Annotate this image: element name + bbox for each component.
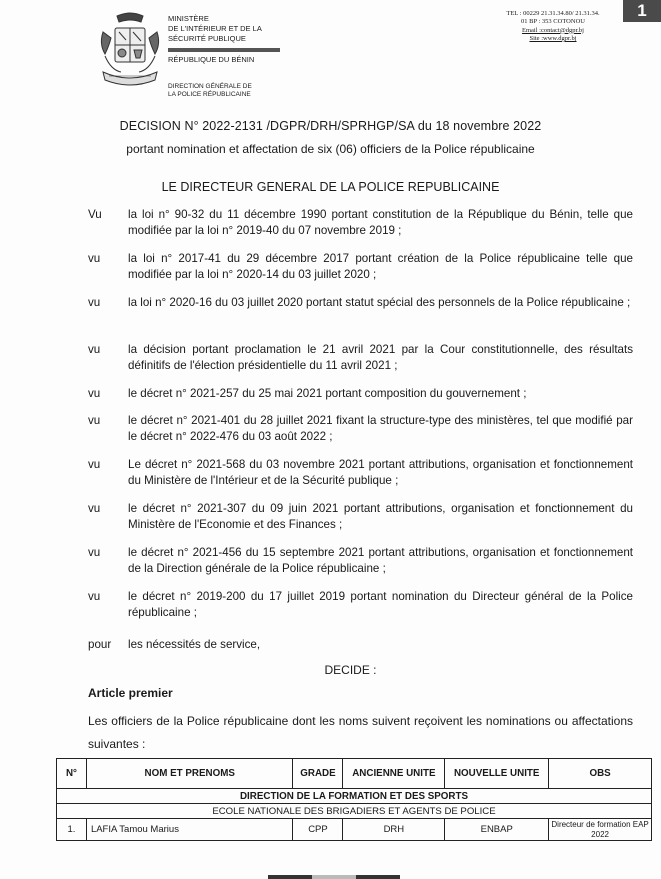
page-number-badge: 1 [623,0,661,22]
contact-site: Site :www.dgpr.bj [529,34,577,42]
consideration-text: Le décret n° 2021-568 du 03 novembre 2021 portant attributions, organisation et fonctionnement du Ministère de l'Intérieur et de la Sécurité publique ; [128,458,633,487]
consideration-keyword: vu [88,458,101,471]
column-header-obs: OBS [549,759,652,789]
consideration-keyword: vu [88,343,101,356]
column-header-old-unit: ANCIENNE UNITE [343,759,445,789]
cell-old-unit: DRH [343,819,445,841]
consideration-item [88,207,633,238]
column-header-name: NOM ET PRENOMS [86,759,293,789]
consideration-text: le décret n° 2021-257 du 25 mai 2021 portant composition du gouvernement ; [128,387,527,400]
consideration-text: la décision portant proclamation le 21 avril 2021 par la Cour constitutionnelle, des résultats définitifs de l'élection présidentielle du 11 avril 2021 ; [128,343,633,372]
consideration-text: le décret n° 2021-307 du 09 juin 2021 portant attributions, organisation et fonctionnement du Ministère de l'Economie et des Finances ; [128,502,633,531]
article-text: Les officiers de la Police républicaine dont les noms suivent reçoivent les nominations ou affectations suivantes : [88,714,633,751]
direction-line: DIRECTION GÉNÉRALE DE [168,83,252,90]
section-label: DIRECTION DE LA FORMATION ET DES SPORTS [57,789,652,804]
consideration-item [88,251,633,282]
consideration-text: le décret n° 2021-401 du 28 juillet 2021 fixant la structure-type des ministères, tel que modifié par le décret n° 2022-476 du 03 août 2022 ; [128,414,633,443]
consideration-text: la loi n° 2017-41 du 29 décembre 2017 portant création de la Police républicaine telle que modifiée par la loi n° 2020-14 du 03 juillet 2020 ; [128,252,633,281]
consideration-keyword: vu [88,590,101,603]
column-header-new-unit: NOUVELLE UNITE [445,759,549,789]
consideration-text: la loi n° 90-32 du 11 décembre 1990 portant constitution de la République du Bénin, telle que modifiée par la loi n° 2019-40 du 07 novembre 2019 ; [128,208,633,237]
consideration-keyword: vu [88,387,101,400]
consideration-item [88,342,633,373]
cell-number: 1. [57,819,87,841]
benin-coat-of-arms-emblem [97,10,163,88]
flag-divider [168,48,280,52]
republic-line: RÉPUBLIQUE DU BÉNIN [168,55,255,64]
consideration-keyword: Vu [88,208,102,221]
contact-po-box: 01 BP : 353 COTONOU [521,18,585,26]
consideration-text: les nécessités de service, [128,638,261,651]
table-header-row [57,759,652,789]
consideration-item [88,589,633,620]
authority-heading: LE DIRECTEUR GENERAL DE LA POLICE REPUBLICAINE [161,180,500,194]
subsection-label: ECOLE NATIONALE DES BRIGADIERS ET AGENTS DE POLICE [57,804,652,819]
ministry-line: SÉCURITÉ PUBLIQUE [168,34,246,43]
consideration-keyword: pour [88,638,112,651]
consideration-text: le décret n° 2021-456 du 15 septembre 2021 portant attributions, organisation et fonctionnement de la Direction générale de la Police républicaine ; [128,546,633,575]
table-section-row [57,789,652,804]
consideration-text: le décret n° 2019-200 du 17 juillet 2019 portant nomination du Directeur général de la Police républicaine ; [128,590,633,619]
cell-obs: Directeur de formation EAP 2022 [549,819,652,841]
consideration-keyword: vu [88,252,101,265]
consideration-keyword: vu [88,296,101,309]
cell-new-unit: ENBAP [445,819,549,841]
direction-header [168,83,252,99]
consideration-item [88,637,633,653]
direction-line: LA POLICE RÉPUBLICAINE [168,91,251,98]
consideration-item [88,457,633,488]
ministry-line: MINISTÈRE [168,14,209,23]
consideration-item [88,545,633,576]
consideration-item [88,413,633,444]
contact-block [478,10,628,43]
ministry-line: DE L'INTÉRIEUR ET DE LA [168,24,262,33]
decide-heading: DECIDE : [324,663,377,677]
consideration-item [88,295,633,311]
footer-flag-bar [268,866,400,870]
cell-grade: CPP [293,819,343,841]
consideration-keyword: vu [88,414,101,427]
officers-table [56,758,652,841]
contact-email: Email :contact@dgpr.bj [522,26,584,34]
decision-title: DECISION N° 2022-2131 /DGPR/DRH/SPRHGP/SA du 18 novembre 2022 [119,119,542,133]
column-header-grade: GRADE [293,759,343,789]
cell-name: LAFIA Tamou Marius [86,819,293,841]
table-subsection-row [57,804,652,819]
consideration-keyword: vu [88,546,101,559]
consideration-text: la loi n° 2020-16 du 03 juillet 2020 portant statut spécial des personnels de la Police républicaine ; [128,296,631,309]
consideration-item [88,501,633,532]
article-title: Article premier [88,686,173,700]
column-header-number: N° [57,759,87,789]
contact-phone: TEL : 00229 21.31.34.80/ 21.31.34. [506,10,600,17]
consideration-keyword: vu [88,502,101,515]
decision-subtitle: portant nomination et affectation de six (06) officiers de la Police républicaine [126,142,535,156]
table-row [57,819,652,841]
ministry-header [168,14,280,65]
consideration-item [88,386,633,402]
